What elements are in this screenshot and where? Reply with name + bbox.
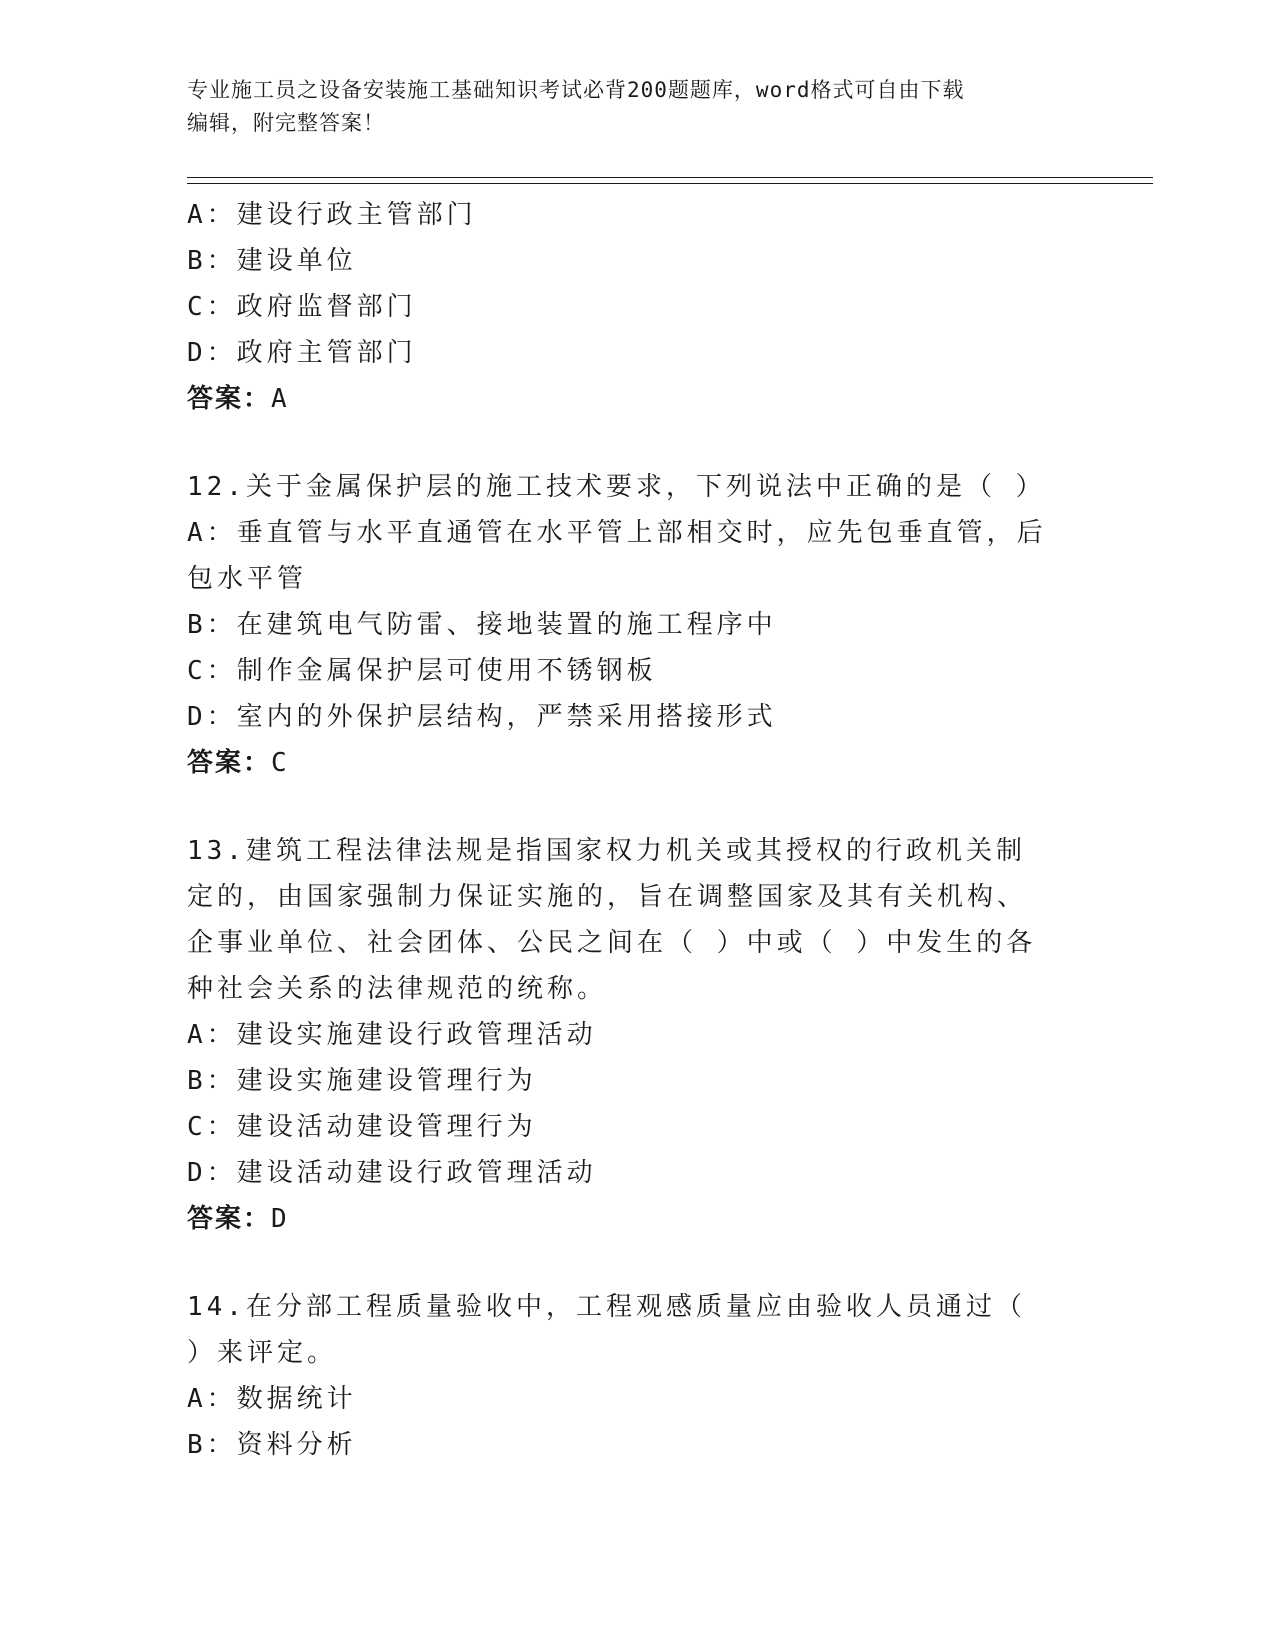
- question-stem: 13.建筑工程法律法规是指国家权力机关或其授权的行政机关制定的，由国家强制力保证实施的，旨在调整国家及其有关机构、企事业单位、社会团体、公民之间在（ ）中或（ ）中发生的各种社会关系的法律规范的统称。: [187, 836, 1037, 1004]
- document-header: [187, 74, 1087, 140]
- option-b: B：在建筑电气防雷、接地装置的施工程序中: [187, 610, 777, 640]
- option-c: C：政府监督部门: [187, 292, 417, 322]
- answer-line: [187, 376, 1087, 422]
- answer-value: A: [271, 384, 288, 414]
- option-a: A：建设实施建设行政管理活动: [187, 1020, 597, 1050]
- question-stem: 14.在分部工程质量验收中，工程观感质量应由验收人员通过（ ）来评定。: [187, 1292, 1026, 1368]
- answer-value: C: [271, 748, 288, 778]
- answer-line: [187, 740, 1087, 786]
- question-stem: 12.关于金属保护层的施工技术要求，下列说法中正确的是（ ）: [187, 472, 1046, 502]
- question-list: [187, 192, 1087, 1468]
- answer-line: [187, 1196, 1087, 1242]
- question-block-14: [187, 1284, 1087, 1468]
- option-b: B：资料分析: [187, 1430, 357, 1460]
- option-d: D：政府主管部门: [187, 338, 417, 368]
- question-block-prev: [187, 192, 1087, 422]
- question-block-12: [187, 464, 1087, 786]
- option-a: A：建设行政主管部门: [187, 200, 477, 230]
- option-b: B：建设实施建设管理行为: [187, 1066, 537, 1096]
- header-title-line-2: 编辑，附完整答案！: [187, 111, 385, 135]
- question-block-13: [187, 828, 1087, 1242]
- answer-label: 答案：: [187, 384, 272, 414]
- option-a: A：数据统计: [187, 1384, 357, 1414]
- answer-value: D: [271, 1204, 288, 1234]
- option-c: C：建设活动建设管理行为: [187, 1112, 537, 1142]
- option-b: B：建设单位: [187, 246, 357, 276]
- answer-label: 答案：: [187, 1204, 272, 1234]
- header-divider-top: [187, 177, 1153, 178]
- option-d: D：室内的外保护层结构，严禁采用搭接形式: [187, 702, 777, 732]
- option-a: A：垂直管与水平直通管在水平管上部相交时，应先包垂直管，后包水平管: [187, 518, 1047, 594]
- header-title-line-1: 专业施工员之设备安装施工基础知识考试必背200题题库，word格式可自由下载: [187, 78, 965, 102]
- answer-label: 答案：: [187, 748, 272, 778]
- option-c: C：制作金属保护层可使用不锈钢板: [187, 656, 657, 686]
- option-d: D：建设活动建设行政管理活动: [187, 1158, 597, 1188]
- header-divider-bottom: [187, 183, 1153, 184]
